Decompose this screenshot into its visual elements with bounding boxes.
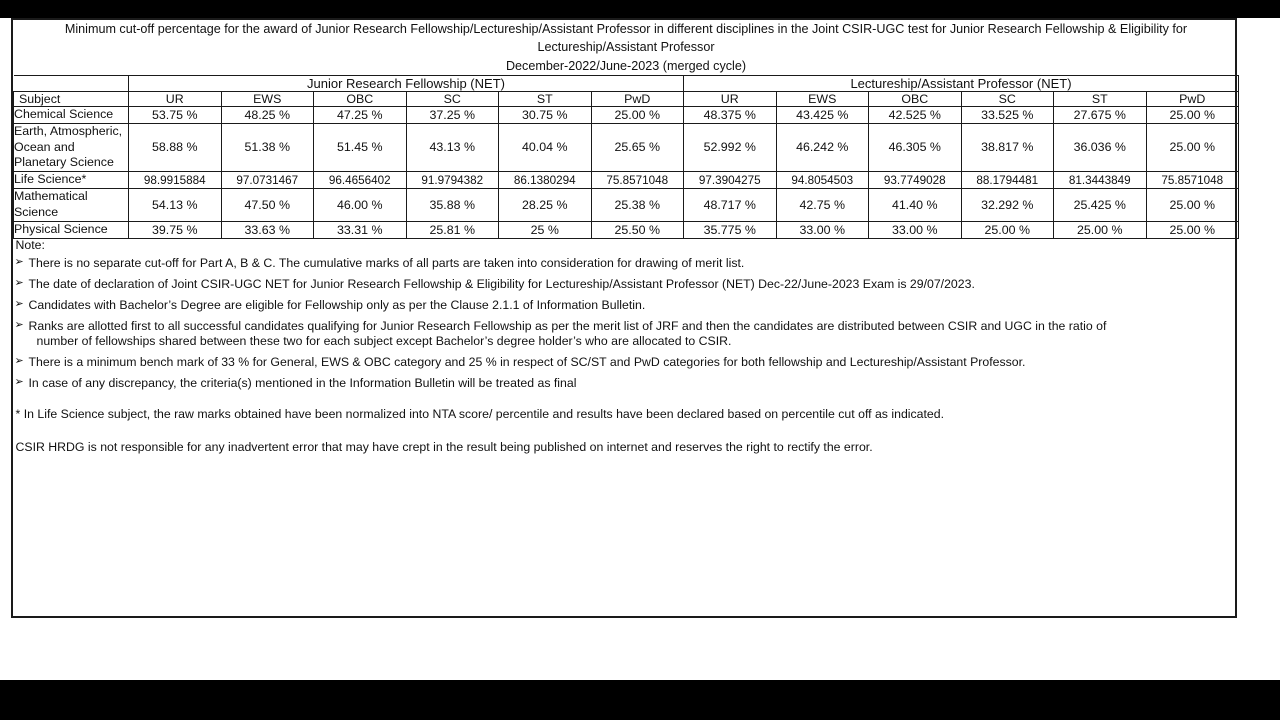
cell-lec-obc: 33.00 % bbox=[869, 221, 962, 238]
cell-jrf-ur: 58.88 % bbox=[129, 123, 222, 172]
cell-lec-ews: 33.00 % bbox=[776, 221, 869, 238]
arrow-bullet-icon: ➢ bbox=[14, 376, 24, 389]
table-group-header-row bbox=[14, 75, 1239, 91]
arrow-bullet-icon: ➢ bbox=[14, 319, 24, 332]
column-header-jrf-obc: OBC bbox=[314, 91, 407, 106]
subject-name: Chemical Science bbox=[14, 106, 129, 123]
list-item bbox=[14, 298, 1239, 313]
cell-jrf-st: 86.1380294 bbox=[499, 172, 592, 189]
note-text-continuation: number of fellowships shared between these two for each subject except Bachelor’s degree holder’s who are allocated to CSIR. bbox=[36, 334, 732, 349]
cell-jrf-pwd: 25.00 % bbox=[591, 106, 684, 123]
document-title-line-3: December-2022/June-2023 (merged cycle) bbox=[505, 58, 747, 73]
cell-lec-st: 81.3443849 bbox=[1054, 172, 1147, 189]
notes-row bbox=[14, 238, 1239, 458]
table-row bbox=[14, 123, 1239, 172]
list-item bbox=[14, 376, 1239, 391]
note-text: The date of declaration of Joint CSIR-UGC NET for Junior Research Fellowship & Eligibility for Lectureship/Assistant Professor (NET) Dec-22/June-2023 Exam is 29/07/2023. bbox=[28, 277, 975, 292]
cell-lec-ews: 94.8054503 bbox=[776, 172, 869, 189]
cell-lec-pwd: 25.00 % bbox=[1146, 221, 1239, 238]
cell-jrf-ur: 53.75 % bbox=[129, 106, 222, 123]
table-title-row bbox=[14, 20, 1239, 75]
cell-jrf-ur: 39.75 % bbox=[129, 221, 222, 238]
cell-jrf-ews: 33.63 % bbox=[221, 221, 314, 238]
cell-jrf-obc: 96.4656402 bbox=[314, 172, 407, 189]
group-header-lectureship: Lectureship/Assistant Professor (NET) bbox=[684, 75, 1239, 91]
cell-jrf-sc: 91.9794382 bbox=[406, 172, 499, 189]
subject-name: Earth, Atmospheric, Ocean and Planetary Science bbox=[14, 123, 129, 172]
cell-jrf-obc: 51.45 % bbox=[314, 123, 407, 172]
cell-jrf-ur: 98.9915884 bbox=[129, 172, 222, 189]
cell-jrf-ews: 48.25 % bbox=[221, 106, 314, 123]
document-title-line-2: Lectureship/Assistant Professor bbox=[537, 40, 715, 55]
cell-lec-sc: 32.292 % bbox=[961, 189, 1054, 222]
notes-list bbox=[14, 256, 1239, 391]
cell-lec-pwd: 75.8571048 bbox=[1146, 172, 1239, 189]
cell-jrf-ews: 51.38 % bbox=[221, 123, 314, 172]
column-header-lec-ews: EWS bbox=[776, 91, 869, 106]
cell-lec-ews: 42.75 % bbox=[776, 189, 869, 222]
cell-jrf-obc: 46.00 % bbox=[314, 189, 407, 222]
column-header-lec-sc: SC bbox=[961, 91, 1054, 106]
arrow-bullet-icon: ➢ bbox=[14, 277, 24, 290]
column-header-lec-ur: UR bbox=[684, 91, 777, 106]
cell-lec-ews: 43.425 % bbox=[776, 106, 869, 123]
cell-lec-st: 36.036 % bbox=[1054, 123, 1147, 172]
cell-lec-sc: 88.1794481 bbox=[961, 172, 1054, 189]
cutoff-table bbox=[13, 20, 1239, 458]
footnote-life-science: * In Life Science subject, the raw marks obtained have been normalized into NTA score/ percentile and results have been declared based on percentile cut off as indicated. bbox=[15, 407, 945, 422]
column-header-jrf-ur: UR bbox=[129, 91, 222, 106]
cell-lec-sc: 25.00 % bbox=[961, 221, 1054, 238]
table-column-header-row bbox=[14, 91, 1239, 106]
cell-jrf-obc: 33.31 % bbox=[314, 221, 407, 238]
cell-lec-ur: 48.375 % bbox=[684, 106, 777, 123]
cutoff-document-sheet bbox=[11, 18, 1237, 618]
note-text: There is a minimum bench mark of 33 % for General, EWS & OBC category and 25 % in respect of SC/ST and PwD categories for both fellowship and Lectureship/Assistant Professor. bbox=[28, 355, 1026, 370]
column-header-subject: Subject bbox=[14, 91, 129, 106]
cell-lec-sc: 38.817 % bbox=[961, 123, 1054, 172]
column-header-lec-obc: OBC bbox=[869, 91, 962, 106]
cell-jrf-st: 28.25 % bbox=[499, 189, 592, 222]
cell-lec-pwd: 25.00 % bbox=[1146, 123, 1239, 172]
document-title-cell bbox=[14, 20, 1239, 75]
cell-jrf-sc: 43.13 % bbox=[406, 123, 499, 172]
document-title-line-1: Minimum cut-off percentage for the award of Junior Research Fellowship/Lectureship/Assistant Professor in different disciplines in the Joint CSIR-UGC test for Junior Research Fellowship & Eligibility for bbox=[64, 22, 1188, 36]
cell-jrf-st: 40.04 % bbox=[499, 123, 592, 172]
cell-jrf-ur: 54.13 % bbox=[129, 189, 222, 222]
arrow-bullet-icon: ➢ bbox=[14, 256, 24, 269]
cell-jrf-st: 30.75 % bbox=[499, 106, 592, 123]
cell-lec-obc: 93.7749028 bbox=[869, 172, 962, 189]
column-header-lec-pwd: PwD bbox=[1146, 91, 1239, 106]
note-text: Ranks are allotted first to all successful candidates qualifying for Junior Research Fellowship as per the merit list of JRF and then the candidates are distributed between CSIR and UGC in the ratio of bbox=[28, 319, 1107, 334]
disclaimer-text: CSIR HRDG is not responsible for any inadvertent error that may have crept in the result being published on internet and reserves the right to rectify the error. bbox=[15, 440, 873, 455]
cell-lec-ur: 52.992 % bbox=[684, 123, 777, 172]
list-item bbox=[14, 355, 1239, 370]
note-text: In case of any discrepancy, the criteria(s) mentioned in the Information Bulletin will be treated as final bbox=[28, 376, 577, 391]
cell-jrf-ews: 97.0731467 bbox=[221, 172, 314, 189]
note-text: Candidates with Bachelor’s Degree are eligible for Fellowship only as per the Clause 2.1.1 of Information Bulletin. bbox=[28, 298, 646, 313]
cell-lec-pwd: 25.00 % bbox=[1146, 189, 1239, 222]
cell-jrf-sc: 25.81 % bbox=[406, 221, 499, 238]
cell-jrf-obc: 47.25 % bbox=[314, 106, 407, 123]
group-header-jrf: Junior Research Fellowship (NET) bbox=[129, 75, 684, 91]
cell-lec-obc: 42.525 % bbox=[869, 106, 962, 123]
cell-jrf-ews: 47.50 % bbox=[221, 189, 314, 222]
cell-lec-pwd: 25.00 % bbox=[1146, 106, 1239, 123]
cell-jrf-pwd: 75.8571048 bbox=[591, 172, 684, 189]
subject-name: Physical Science bbox=[14, 221, 129, 238]
list-item bbox=[14, 277, 1239, 292]
cell-lec-st: 27.675 % bbox=[1054, 106, 1147, 123]
cell-lec-obc: 41.40 % bbox=[869, 189, 962, 222]
cell-lec-ur: 97.3904275 bbox=[684, 172, 777, 189]
column-header-jrf-sc: SC bbox=[406, 91, 499, 106]
cell-jrf-pwd: 25.38 % bbox=[591, 189, 684, 222]
column-header-lec-st: ST bbox=[1054, 91, 1147, 106]
cell-jrf-pwd: 25.50 % bbox=[591, 221, 684, 238]
cell-lec-st: 25.425 % bbox=[1054, 189, 1147, 222]
cell-jrf-sc: 35.88 % bbox=[406, 189, 499, 222]
table-row bbox=[14, 172, 1239, 189]
cell-jrf-sc: 37.25 % bbox=[406, 106, 499, 123]
table-row bbox=[14, 221, 1239, 238]
arrow-bullet-icon: ➢ bbox=[14, 298, 24, 311]
column-header-jrf-ews: EWS bbox=[221, 91, 314, 106]
cell-lec-st: 25.00 % bbox=[1054, 221, 1147, 238]
subject-name: Mathematical Science bbox=[14, 189, 129, 222]
column-header-jrf-st: ST bbox=[499, 91, 592, 106]
note-text: There is no separate cut-off for Part A, B & C. The cumulative marks of all parts are taken into consideration for drawing of merit list. bbox=[28, 256, 745, 271]
letterbox-bar-top bbox=[0, 0, 1280, 18]
group-header-blank bbox=[14, 75, 129, 91]
cell-lec-sc: 33.525 % bbox=[961, 106, 1054, 123]
cell-jrf-pwd: 25.65 % bbox=[591, 123, 684, 172]
cell-lec-obc: 46.305 % bbox=[869, 123, 962, 172]
cell-lec-ur: 35.775 % bbox=[684, 221, 777, 238]
list-item bbox=[14, 319, 1239, 349]
subject-name: Life Science* bbox=[14, 172, 129, 189]
cell-jrf-st: 25 % bbox=[499, 221, 592, 238]
table-row bbox=[14, 189, 1239, 222]
notes-heading: Note: bbox=[15, 237, 45, 252]
arrow-bullet-icon: ➢ bbox=[14, 355, 24, 368]
table-row bbox=[14, 106, 1239, 123]
cell-lec-ews: 46.242 % bbox=[776, 123, 869, 172]
notes-block bbox=[14, 238, 1239, 458]
cell-lec-ur: 48.717 % bbox=[684, 189, 777, 222]
letterbox-bar-bottom bbox=[0, 680, 1280, 720]
list-item bbox=[14, 256, 1239, 271]
column-header-jrf-pwd: PwD bbox=[591, 91, 684, 106]
